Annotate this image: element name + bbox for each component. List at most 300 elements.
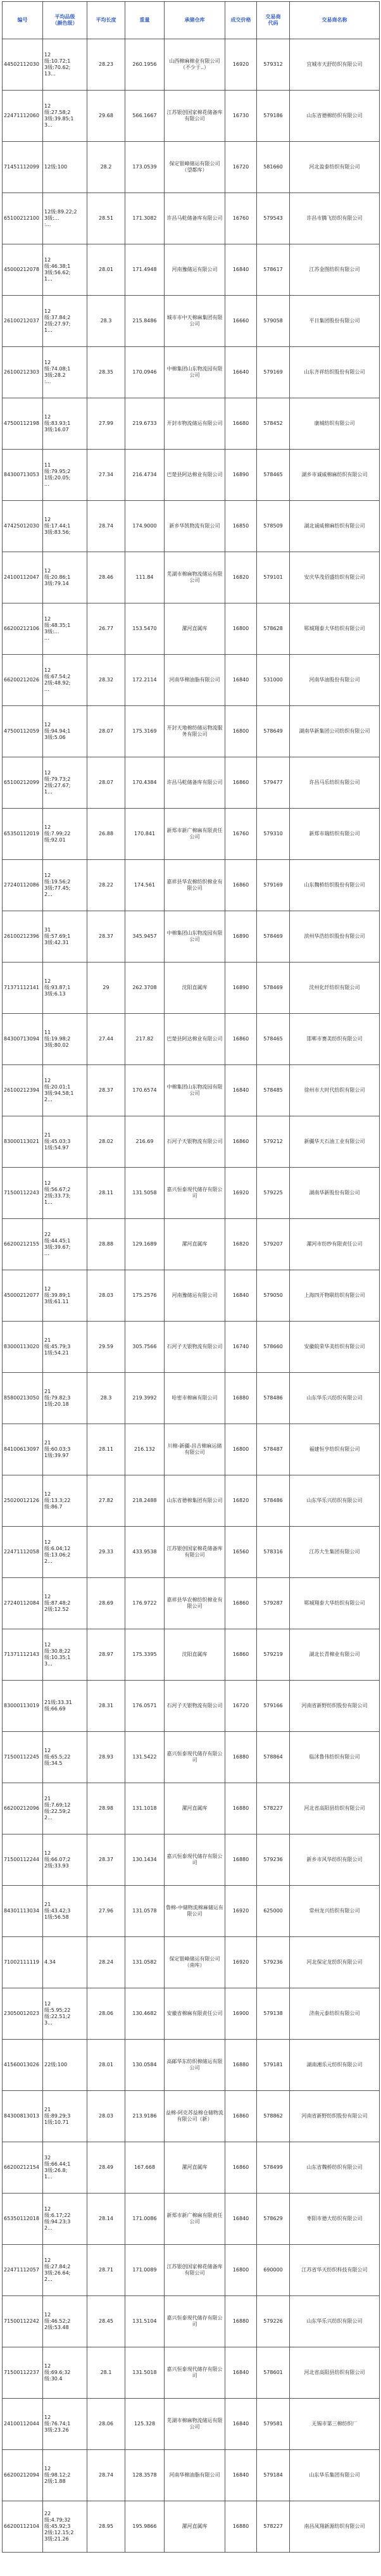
table-row bbox=[3, 193, 380, 244]
cell-price: 16880 bbox=[225, 1373, 257, 1424]
cell-warehouse: 芜湖市棉麻物流储运有限公司 bbox=[165, 2399, 225, 2450]
cell-warehouse: 漯河直属库 bbox=[165, 1783, 225, 1834]
cell-grade: 12 级:46.52;2 2级:53.48 bbox=[43, 2296, 87, 2347]
cell-grade: 31 级:57.69;1 3级:42.31 bbox=[43, 911, 87, 963]
cell-weight: 195.9866 bbox=[125, 2501, 165, 2553]
table-row bbox=[3, 911, 380, 963]
cell-trader-code: 578227 bbox=[257, 1783, 290, 1834]
cell-id: 71002111119 bbox=[3, 1937, 43, 1988]
auction-results-table-wrapper bbox=[2, 1, 379, 2553]
cell-weight: 345.9457 bbox=[125, 911, 165, 963]
cell-trader-name: 山东省魏桥纺织有限公司 bbox=[290, 2142, 380, 2194]
cell-weight: 130.1434 bbox=[125, 1834, 165, 1886]
cell-grade: 12 级:27.84;2 3级:26.64; 2... bbox=[43, 2245, 87, 2296]
cell-length: 28.11 bbox=[87, 1424, 125, 1475]
cell-trader-code: 578487 bbox=[257, 1424, 290, 1475]
cell-price: 16900 bbox=[225, 1988, 257, 2040]
cell-warehouse: 江苏银创国家棉花储备库有限公司 bbox=[165, 91, 225, 142]
cell-trader-code: 578499 bbox=[257, 2142, 290, 2194]
cell-price: 16840 bbox=[225, 2399, 257, 2450]
cell-id: 66200112104 bbox=[3, 2501, 43, 2553]
cell-trader-code: 579236 bbox=[257, 1834, 290, 1886]
cell-id: 24100112044 bbox=[3, 2399, 43, 2450]
cell-warehouse: 河南华棉油脂有限公司 bbox=[165, 2450, 225, 2501]
cell-weight: 170.6574 bbox=[125, 1065, 165, 1116]
cell-trader-code: 578862 bbox=[257, 2091, 290, 2142]
cell-trader-name: 新疆华天石油工业有限公司 bbox=[290, 1116, 380, 1168]
cell-trader-name: 南昌凤翔新源纺织有限公司 bbox=[290, 2501, 380, 2553]
cell-trader-code: 578486 bbox=[257, 1475, 290, 1527]
cell-id: 66200212026 bbox=[3, 655, 43, 706]
cell-trader-code: 579236 bbox=[257, 1937, 290, 1988]
cell-price: 16820 bbox=[225, 552, 257, 603]
cell-price: 16800 bbox=[225, 706, 257, 757]
cell-grade: 12 级:79.73;2 2级:27.67; 1... bbox=[43, 757, 87, 809]
cell-id: 85800213050 bbox=[3, 1373, 43, 1424]
cell-price: 16840 bbox=[225, 1270, 257, 1322]
cell-id: 26100212037 bbox=[3, 296, 43, 347]
table-row bbox=[3, 2194, 380, 2245]
header-trader-code: 交易商 代码 bbox=[257, 2, 290, 39]
cell-trader-code: 578486 bbox=[257, 1373, 290, 1424]
cell-grade: 12 级:66.07;2 2级:33.93 bbox=[43, 1834, 87, 1886]
cell-trader-code: 578465 bbox=[257, 450, 290, 501]
cell-grade: 12级:100 bbox=[43, 142, 87, 193]
cell-trader-name: 河南华油股份有限公司 bbox=[290, 655, 380, 706]
cell-warehouse: 山东省德棉集团有限公司 bbox=[165, 1475, 225, 1527]
cell-trader-code: 578617 bbox=[257, 244, 290, 296]
table-row bbox=[3, 2296, 380, 2347]
cell-id: 65100212100 bbox=[3, 193, 43, 244]
cell-trader-code: 578649 bbox=[257, 706, 290, 757]
cell-price: 16880 bbox=[225, 1834, 257, 1886]
cell-price: 16640 bbox=[225, 347, 257, 398]
cell-trader-code: 578227 bbox=[257, 2501, 290, 2553]
cell-trader-name: 山东华乐兴纺织有限公司 bbox=[290, 1475, 380, 1527]
table-row bbox=[3, 450, 380, 501]
cell-id: 27240112086 bbox=[3, 860, 43, 911]
table-row bbox=[3, 2399, 380, 2450]
cell-trader-name: 江苏金图纺织有限公司 bbox=[290, 244, 380, 296]
cell-trader-name: 郓城翔泰大华纺织有限公司 bbox=[290, 603, 380, 655]
cell-grade: 12 级:56.67;2 2级:33.73; 1... bbox=[43, 1168, 87, 1219]
cell-price: 16820 bbox=[225, 1475, 257, 1527]
cell-warehouse: 哈密市棉麻有限公司 bbox=[165, 1373, 225, 1424]
cell-warehouse: 漯河直属库 bbox=[165, 2142, 225, 2194]
cell-warehouse: 河南豫储运有限公司 bbox=[165, 244, 225, 296]
cell-warehouse: 益棉-阿克苏益棉仓储物流有限公司（新） bbox=[165, 2091, 225, 2142]
cell-weight: 216.69 bbox=[125, 1116, 165, 1168]
cell-id: 71500112243 bbox=[3, 1168, 43, 1219]
cell-length: 27.44 bbox=[87, 1014, 125, 1065]
cell-weight: 174.9000 bbox=[125, 501, 165, 552]
cell-length: 28.49 bbox=[87, 2142, 125, 2194]
cell-length: 28.03 bbox=[87, 2091, 125, 2142]
cell-grade: 12 级:20.01;1 3级:94.58;1 2... bbox=[43, 1065, 87, 1116]
cell-weight: 153.5470 bbox=[125, 603, 165, 655]
cell-price: 16820 bbox=[225, 1219, 257, 1270]
cell-id: 66200212155 bbox=[3, 1219, 43, 1270]
cell-grade: 12 级:93.87;1 3级:6.13 bbox=[43, 963, 87, 1014]
cell-warehouse: 中棉集团山东物流园有限公司 bbox=[165, 911, 225, 963]
table-row bbox=[3, 1834, 380, 1886]
cell-trader-name: 许昌马乐纺织有限公司 bbox=[290, 757, 380, 809]
cell-grade: 21 级:89.29;3 1级:10.71 bbox=[43, 2091, 87, 2142]
cell-grade: 12 级:74.08;1 3级:28.2 :... bbox=[43, 347, 87, 398]
cell-grade: 12 级:27.58;2 3级:39.85;1 3... bbox=[43, 91, 87, 142]
cell-weight: 433.9538 bbox=[125, 1527, 165, 1578]
cell-id: 71451112099 bbox=[3, 142, 43, 193]
cell-grade: 12 级:94.94;1 3级:5.06 bbox=[43, 706, 87, 757]
cell-price: 16740 bbox=[225, 1322, 257, 1373]
cell-grade: 12 级:10.72;1 3级:70.62; 13... bbox=[43, 39, 87, 91]
cell-length: 28.74 bbox=[87, 2450, 125, 2501]
cell-length: 29.68 bbox=[87, 91, 125, 142]
cell-trader-code: 579181 bbox=[257, 2040, 290, 2091]
cell-id: 66200212106 bbox=[3, 603, 43, 655]
cell-price: 16840 bbox=[225, 2450, 257, 2501]
cell-trader-name: 湖南华新股份有限公司 bbox=[290, 1168, 380, 1219]
cell-price: 16680 bbox=[225, 398, 257, 450]
cell-trader-code: 578485 bbox=[257, 1065, 290, 1116]
cell-trader-name: 徐州市大时代纺织有限公司 bbox=[290, 1065, 380, 1116]
header-grade: 平均品级 （颜色级） bbox=[43, 2, 87, 39]
cell-price: 16890 bbox=[225, 450, 257, 501]
cell-price: 16840 bbox=[225, 244, 257, 296]
cell-trader-name: 无锡市第三棉纺织厂 bbox=[290, 2399, 380, 2450]
cell-weight: 218.2488 bbox=[125, 1475, 165, 1527]
header-length: 平均长度 bbox=[87, 2, 125, 39]
cell-price: 16840 bbox=[225, 1065, 257, 1116]
table-row bbox=[3, 1322, 380, 1373]
cell-trader-name: 河北盈泰纺织有限公司 bbox=[290, 142, 380, 193]
cell-warehouse: 山西棉麻棉业有限公司 （不少于..） bbox=[165, 39, 225, 91]
cell-trader-name: 滨州华浩纺织股份有限公司 bbox=[290, 911, 380, 963]
cell-grade: 12 级:87.48;2 2级:12.52 bbox=[43, 1578, 87, 1629]
cell-trader-name: 江苏大生集团有限公司 bbox=[290, 1527, 380, 1578]
cell-weight: 130.0584 bbox=[125, 2040, 165, 2091]
cell-grade: 21 级:7.69;12 级:22.59;2 2... bbox=[43, 1783, 87, 1834]
cell-id: 71371112143 bbox=[3, 1629, 43, 1681]
cell-length: 28.51 bbox=[87, 193, 125, 244]
cell-trader-code: 579166 bbox=[257, 1681, 290, 1732]
cell-weight: 131.5058 bbox=[125, 1168, 165, 1219]
cell-warehouse: 石河子天银物流有限公司 bbox=[165, 1681, 225, 1732]
table-row bbox=[3, 1424, 380, 1475]
cell-warehouse: 江苏银创国家棉花储备库有限公司 bbox=[165, 1527, 225, 1578]
cell-id: 71500112245 bbox=[3, 1732, 43, 1783]
table-row bbox=[3, 1732, 380, 1783]
cell-weight: 171.0086 bbox=[125, 2194, 165, 2245]
cell-id: 71500112244 bbox=[3, 1834, 43, 1886]
cell-weight: 216.132 bbox=[125, 1424, 165, 1475]
cell-trader-code: 578864 bbox=[257, 1732, 290, 1783]
header-id: 编号 bbox=[3, 2, 43, 39]
cell-id: 84301113034 bbox=[3, 1886, 43, 1937]
cell-trader-name: 新郑市瑞纺织有限公司 bbox=[290, 809, 380, 860]
cell-weight: 305.7566 bbox=[125, 1322, 165, 1373]
cell-trader-code: 579312 bbox=[257, 39, 290, 91]
cell-trader-code: 579138 bbox=[257, 1988, 290, 2040]
cell-grade: 12 级:30.8;22 级:10.35;1 3... bbox=[43, 1629, 87, 1681]
cell-length: 28.71 bbox=[87, 2245, 125, 2296]
table-row bbox=[3, 1116, 380, 1168]
table-row bbox=[3, 398, 380, 450]
cell-id: 23050012023 bbox=[3, 1988, 43, 2040]
cell-weight: 171.3082 bbox=[125, 193, 165, 244]
cell-price: 16920 bbox=[225, 1886, 257, 1937]
cell-price: 16920 bbox=[225, 1937, 257, 1988]
cell-length: 28.37 bbox=[87, 911, 125, 963]
cell-trader-code: 578629 bbox=[257, 2194, 290, 2245]
cell-length: 27.82 bbox=[87, 1475, 125, 1527]
cell-trader-name: 临沭鲁伟纺织有限公司 bbox=[290, 1732, 380, 1783]
cell-grade: 12 级:19.56;2 3级:77.45; 2... bbox=[43, 860, 87, 911]
cell-id: 65100212099 bbox=[3, 757, 43, 809]
cell-price: 16720 bbox=[225, 1681, 257, 1732]
cell-trader-code: 579207 bbox=[257, 1219, 290, 1270]
cell-grade: 12 级:83.93;1 3级:16.07 bbox=[43, 398, 87, 450]
cell-trader-name: 新乡市风华纺织有限公司 bbox=[290, 1834, 380, 1886]
cell-warehouse: 新乡华凯物流有限公司 bbox=[165, 501, 225, 552]
cell-length: 28.93 bbox=[87, 1732, 125, 1783]
cell-id: 45000212077 bbox=[3, 1270, 43, 1322]
cell-trader-code: 578469 bbox=[257, 911, 290, 963]
cell-id: 66200212154 bbox=[3, 2142, 43, 2194]
cell-length: 28.97 bbox=[87, 1629, 125, 1681]
cell-id: 44502112030 bbox=[3, 39, 43, 91]
cell-length: 28.95 bbox=[87, 2501, 125, 2553]
cell-grade: 22级:100 bbox=[43, 2040, 87, 2091]
table-row bbox=[3, 91, 380, 142]
table-row bbox=[3, 1629, 380, 1681]
cell-id: 83000113021 bbox=[3, 1116, 43, 1168]
cell-grade: 12 级:39.89;1 3级:61.11 bbox=[43, 1270, 87, 1322]
cell-warehouse: 中棉集团山东物流园有限公司 bbox=[165, 1065, 225, 1116]
cell-weight: 216.4734 bbox=[125, 450, 165, 501]
cell-trader-name: 郓城翔泰大华纺织有限公司 bbox=[290, 1578, 380, 1629]
cell-warehouse: 嘉兴恒泰现代储存有限公司 bbox=[165, 1168, 225, 1219]
cell-trader-code: 579212 bbox=[257, 1116, 290, 1168]
cell-weight: 131.5104 bbox=[125, 2296, 165, 2347]
cell-price: 16840 bbox=[225, 655, 257, 706]
cell-trader-code: 578601 bbox=[257, 2347, 290, 2399]
cell-id: 27240112084 bbox=[3, 1578, 43, 1629]
cell-price: 16880 bbox=[225, 2040, 257, 2091]
cell-grade: 12 级:6.17;22 级:94.23;3 2... bbox=[43, 2194, 87, 2245]
cell-price: 16860 bbox=[225, 1116, 257, 1168]
cell-warehouse: 许昌马乾储备库有限公司 bbox=[165, 193, 225, 244]
cell-length: 28.24 bbox=[87, 1937, 125, 1988]
cell-id: 41560013026 bbox=[3, 2040, 43, 2091]
cell-trader-code: 578509 bbox=[257, 501, 290, 552]
cell-price: 16860 bbox=[225, 2142, 257, 2194]
cell-price: 16860 bbox=[225, 1014, 257, 1065]
cell-warehouse: 安徽省棉麻有限责任公司 bbox=[165, 1988, 225, 2040]
cell-length: 28.22 bbox=[87, 860, 125, 911]
cell-id: 66200212094 bbox=[3, 2450, 43, 2501]
header-weight: 重量 bbox=[125, 2, 165, 39]
cell-grade: 12 级:13.3;22 级:86.7 bbox=[43, 1475, 87, 1527]
cell-trader-code: 625000 bbox=[257, 1886, 290, 1937]
cell-trader-code: 579169 bbox=[257, 860, 290, 911]
cell-warehouse: 保定银峰储运有限公司（南库） bbox=[165, 1937, 225, 1988]
cell-trader-name: 安徽皖荣华美纺织有限公司 bbox=[290, 1322, 380, 1373]
cell-grade: 22 级:44.45;1 3级:39.67; ... bbox=[43, 1219, 87, 1270]
cell-length: 28.14 bbox=[87, 2194, 125, 2245]
cell-price: 16860 bbox=[225, 1578, 257, 1629]
table-row bbox=[3, 1168, 380, 1219]
cell-id: 83000113019 bbox=[3, 1681, 43, 1732]
cell-warehouse: 石河子天银物流有限公司 bbox=[165, 1322, 225, 1373]
cell-length: 28.46 bbox=[87, 552, 125, 603]
cell-weight: 219.6733 bbox=[125, 398, 165, 450]
cell-grade: 12 级:98.12;2 2级:1.88 bbox=[43, 2450, 87, 2501]
cell-warehouse: 河南华棉油脂有限公司 bbox=[165, 655, 225, 706]
cell-trader-code: 579477 bbox=[257, 757, 290, 809]
cell-warehouse: 嘉兴恒泰现代储存有限公司 bbox=[165, 1732, 225, 1783]
cell-weight: 125.328 bbox=[125, 2399, 165, 2450]
cell-trader-name: 福建恒亨纺织有限公司 bbox=[290, 1424, 380, 1475]
table-row bbox=[3, 1373, 380, 1424]
cell-weight: 111.84 bbox=[125, 552, 165, 603]
cell-trader-code: 579169 bbox=[257, 347, 290, 398]
cell-price: 16860 bbox=[225, 860, 257, 911]
cell-length: 28.01 bbox=[87, 2040, 125, 2091]
cell-weight: 170.841 bbox=[125, 809, 165, 860]
cell-warehouse: 嘉祥县华农棉纺织棉业有限公司 bbox=[165, 1578, 225, 1629]
cell-weight: 174.561 bbox=[125, 860, 165, 911]
cell-trader-name: 山东省德棉纺织有限公司 bbox=[290, 91, 380, 142]
cell-trader-code: 579543 bbox=[257, 193, 290, 244]
auction-results-table bbox=[2, 1, 380, 2553]
cell-weight: 175.3395 bbox=[125, 1629, 165, 1681]
cell-weight: 566.1667 bbox=[125, 91, 165, 142]
cell-weight: 131.0582 bbox=[125, 1937, 165, 1988]
cell-warehouse: 川棉-新疆-昌吉棉麻运储有限公司 bbox=[165, 1424, 225, 1475]
cell-weight: 260.1956 bbox=[125, 39, 165, 91]
cell-price: 16840 bbox=[225, 2347, 257, 2399]
cell-id: 25020012126 bbox=[3, 1475, 43, 1527]
cell-warehouse: 高邮华东纺织棉储运有限公司 bbox=[165, 2040, 225, 2091]
table-row bbox=[3, 2501, 380, 2553]
cell-trader-name: 平日集团股份有限公司 bbox=[290, 296, 380, 347]
cell-weight: 175.3169 bbox=[125, 706, 165, 757]
cell-trader-code: 579050 bbox=[257, 1270, 290, 1322]
table-row bbox=[3, 2245, 380, 2296]
table-row bbox=[3, 501, 380, 552]
cell-trader-name: 常州龙兴纺织有限公司 bbox=[290, 1886, 380, 1937]
header-price: 成交价格 bbox=[225, 2, 257, 39]
cell-length: 28.07 bbox=[87, 757, 125, 809]
cell-trader-name: 漯河市纺纱有限责任公司 bbox=[290, 1219, 380, 1270]
cell-grade: 21级:33.31 级:66.69 bbox=[43, 1681, 87, 1732]
cell-trader-code: 579219 bbox=[257, 1629, 290, 1681]
cell-trader-name: 沈州化纤纺织有限公司 bbox=[290, 963, 380, 1014]
cell-length: 28.88 bbox=[87, 1219, 125, 1270]
cell-trader-name: 山东魏桥纺织股份有限公司 bbox=[290, 860, 380, 911]
cell-id: 26100212396 bbox=[3, 911, 43, 963]
cell-weight: 217.82 bbox=[125, 1014, 165, 1065]
cell-warehouse: 中棉集团山东物流园有限公司 bbox=[165, 347, 225, 398]
cell-trader-code: 578465 bbox=[257, 1014, 290, 1065]
cell-length: 28.37 bbox=[87, 1834, 125, 1886]
cell-grade: 12 级:69.6;32 级:30.4 bbox=[43, 2347, 87, 2399]
table-row bbox=[3, 1783, 380, 1834]
cell-weight: 176.0571 bbox=[125, 1681, 165, 1732]
cell-warehouse: 嘉祥县华农棉纺织棉业有限公司 bbox=[165, 860, 225, 911]
cell-weight: 128.3578 bbox=[125, 2450, 165, 2501]
cell-trader-code: 578660 bbox=[257, 1322, 290, 1373]
cell-trader-name: 康城纺织有限公司 bbox=[290, 398, 380, 450]
cell-trader-code: 579310 bbox=[257, 809, 290, 860]
cell-trader-code: 579184 bbox=[257, 2450, 290, 2501]
cell-warehouse: 开封市物流储运有限公司 bbox=[165, 398, 225, 450]
cell-length: 27.34 bbox=[87, 450, 125, 501]
table-row bbox=[3, 1065, 380, 1116]
cell-length: 26.88 bbox=[87, 809, 125, 860]
cell-id: 47500112198 bbox=[3, 398, 43, 450]
cell-trader-name: 湖北长青棉业有限公司 bbox=[290, 1629, 380, 1681]
cell-warehouse: 城市市中天棉麻集团有限公司 bbox=[165, 296, 225, 347]
cell-weight: 262.3708 bbox=[125, 963, 165, 1014]
cell-price: 16560 bbox=[225, 1527, 257, 1578]
header-trader-name: 交易商名称 bbox=[290, 2, 380, 39]
cell-weight: 175.2576 bbox=[125, 1270, 165, 1322]
cell-trader-name: 枣阳市德大纺织有限公司 bbox=[290, 2194, 380, 2245]
table-row bbox=[3, 552, 380, 603]
cell-trader-name: 河南省新野纺织股份有限公司 bbox=[290, 2091, 380, 2142]
cell-grade: 12 级:65.5;22 级:34.5 bbox=[43, 1732, 87, 1783]
table-row bbox=[3, 244, 380, 296]
cell-price: 16860 bbox=[225, 2091, 257, 2142]
cell-length: 28.02 bbox=[87, 1116, 125, 1168]
cell-trader-name: 山东华乐兴纺织有限公司 bbox=[290, 2296, 380, 2347]
cell-trader-name: 山东齐祥纺织股份有限公司 bbox=[290, 347, 380, 398]
cell-length: 28.23 bbox=[87, 39, 125, 91]
cell-warehouse: 新郑市新广棉麻有限责任公司 bbox=[165, 2194, 225, 2245]
cell-trader-code: 578628 bbox=[257, 603, 290, 655]
cell-warehouse: 芜湖市棉麻物流储运有限公司 bbox=[165, 552, 225, 603]
cell-trader-code: 579581 bbox=[257, 2399, 290, 2450]
cell-price: 16800 bbox=[225, 603, 257, 655]
cell-weight: 131.5018 bbox=[125, 2347, 165, 2399]
cell-length: 28.3 bbox=[87, 1373, 125, 1424]
cell-length: 28.1 bbox=[87, 2347, 125, 2399]
cell-warehouse: 开封天地棉纺储运物流服务有限公司 bbox=[165, 706, 225, 757]
cell-price: 16920 bbox=[225, 1168, 257, 1219]
cell-price: 16800 bbox=[225, 1424, 257, 1475]
cell-grade: 21 级:60.03;3 1级:39.97 bbox=[43, 1424, 87, 1475]
cell-id: 71500112242 bbox=[3, 2296, 43, 2347]
cell-weight: 131.5422 bbox=[125, 1732, 165, 1783]
cell-warehouse: 嘉兴恒泰现代储存有限公司 bbox=[165, 1834, 225, 1886]
table-row bbox=[3, 1527, 380, 1578]
cell-warehouse: 漯河直属库 bbox=[165, 603, 225, 655]
header-warehouse: 承储仓库 bbox=[165, 2, 225, 39]
table-row bbox=[3, 603, 380, 655]
cell-price: 16800 bbox=[225, 2245, 257, 2296]
table-row bbox=[3, 2091, 380, 2142]
cell-trader-code: 579225 bbox=[257, 1168, 290, 1219]
cell-weight: 131.0578 bbox=[125, 1886, 165, 1937]
cell-trader-name: 上海四开物联纺织有限公司 bbox=[290, 1270, 380, 1322]
cell-id: 47500112059 bbox=[3, 706, 43, 757]
cell-warehouse: 嘉兴恒泰现代储存有限公司 bbox=[165, 2296, 225, 2347]
cell-grade: 12 级:7.99;22 级:92.01 bbox=[43, 809, 87, 860]
cell-length: 28.74 bbox=[87, 501, 125, 552]
cell-grade: 12 级:37.84;2 2级:27.97; 1... bbox=[43, 296, 87, 347]
